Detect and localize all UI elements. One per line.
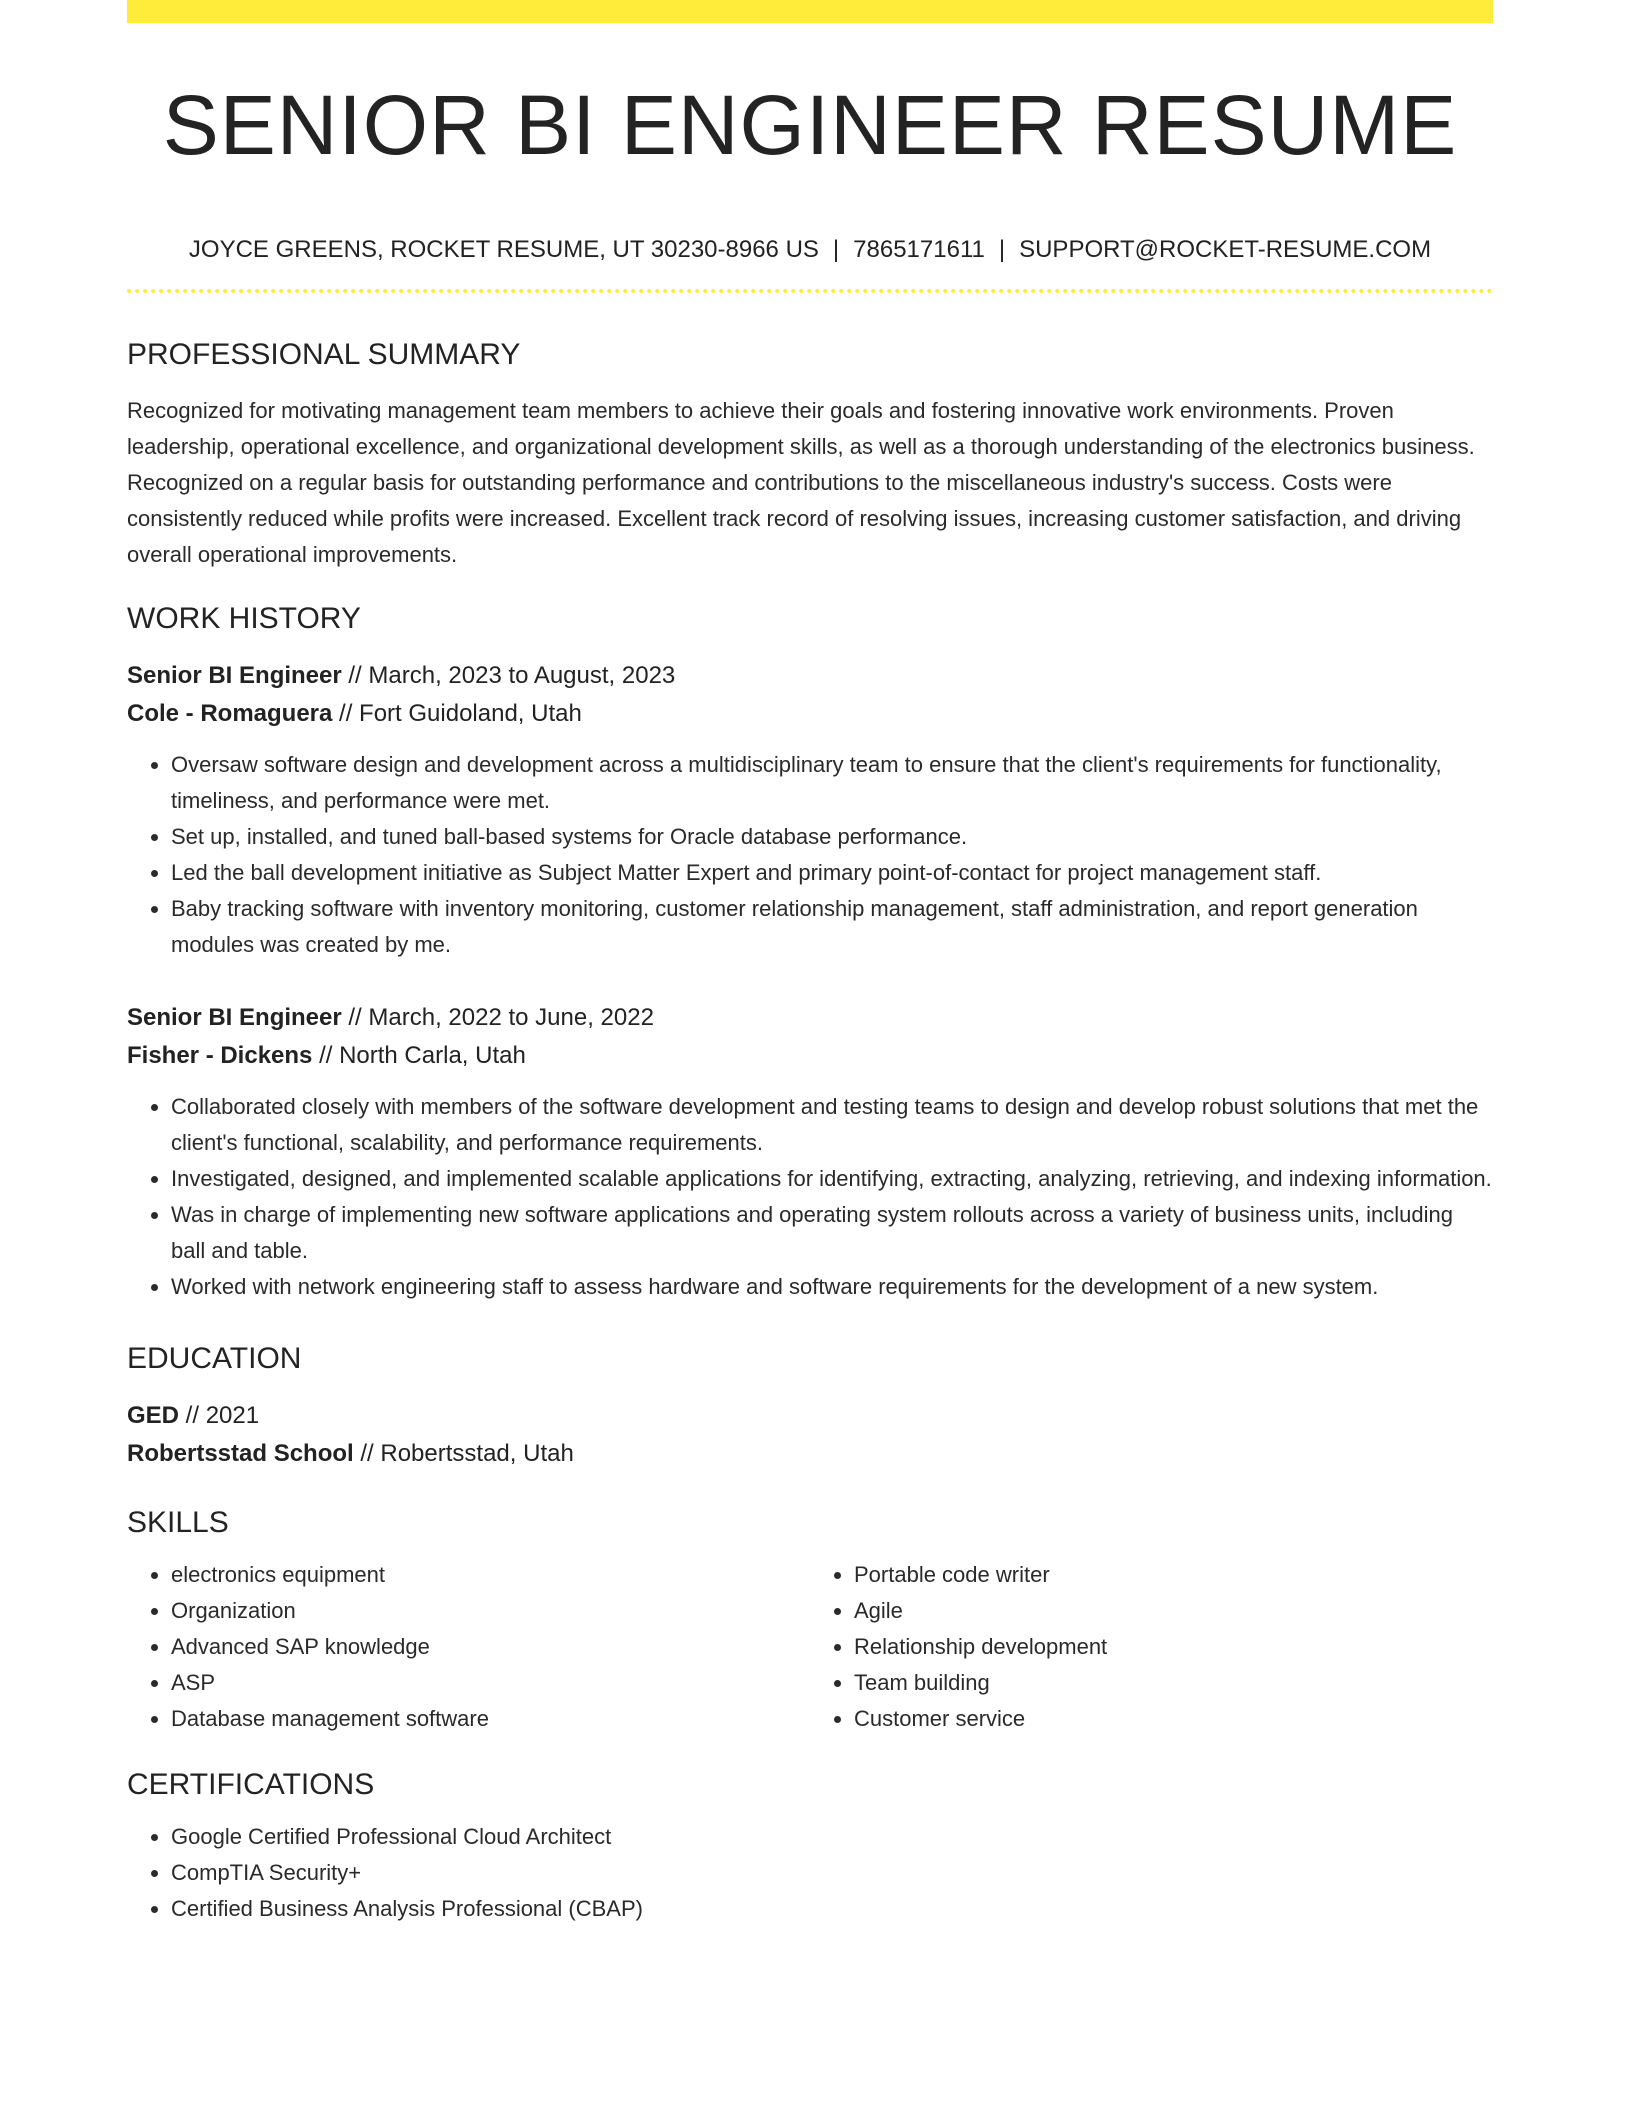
job-title-line bbox=[127, 657, 1493, 695]
job-bullet: • Oversaw software design and development across a multidisciplinary team to ensure that the client's requirements for functionality, timeliness, and performance were met. bbox=[171, 747, 1493, 819]
education-entry bbox=[127, 1397, 1493, 1473]
job-bullet: • Was in charge of implementing new software applications and operating system rollouts across a variety of business units, including ball and table. bbox=[171, 1197, 1493, 1269]
skills-heading: SKILLS bbox=[127, 1506, 229, 1539]
certifications-list-wrap bbox=[127, 1819, 1493, 1927]
contact-address: JOYCE GREENS, ROCKET RESUME, UT 30230-8966 US bbox=[188, 236, 819, 263]
job-bullet: • Set up, installed, and tuned ball-based systems for Oracle database performance. bbox=[171, 819, 1493, 855]
certification-item: • CompTIA Security+ bbox=[171, 1855, 1493, 1891]
job-title-line bbox=[127, 999, 1493, 1037]
accent-top-bar bbox=[127, 0, 1493, 23]
job-entry bbox=[127, 999, 1493, 1305]
job-bullet: • Baby tracking software with inventory monitoring, customer relationship management, staff administration, and report generation modules was created by me. bbox=[171, 891, 1493, 963]
skill-item: • Agile bbox=[854, 1593, 1493, 1629]
dotted-divider bbox=[127, 289, 1493, 293]
certifications-list bbox=[127, 1819, 1493, 1927]
resume-title: SENIOR BI ENGINEER RESUME bbox=[162, 78, 1458, 172]
skill-item: • Advanced SAP knowledge bbox=[171, 1629, 810, 1665]
job-title: Senior BI Engineer bbox=[127, 1004, 342, 1031]
contact-separator: | bbox=[832, 236, 840, 263]
certifications-heading: CERTIFICATIONS bbox=[127, 1768, 375, 1801]
job-bullet: • Worked with network engineering staff to assess hardware and software requirements for the development of a new system. bbox=[171, 1269, 1493, 1305]
summary-text: Recognized for motivating management team members to achieve their goals and fostering innovative work environments. Proven leadership, operational excellence, and organizational development skills, as well as a thorough understanding of the electronics business. Recognized on a regular basis for outstanding performance and contributions to the miscellaneous industry's success. Costs were consistently reduced while profits were increased. Excellent track record of resolving issues, increasing customer satisfaction, and driving overall operational improvements. bbox=[127, 398, 1475, 567]
skills-right-list bbox=[810, 1557, 1493, 1737]
job-company: Cole - Romaguera bbox=[127, 700, 333, 727]
job-bullet: • Led the ball development initiative as Subject Matter Expert and primary point-of-contact for project management staff. bbox=[171, 855, 1493, 891]
job-bullet: • Collaborated closely with members of the software development and testing teams to design and develop robust solutions that met the client's functional, scalability, and performance requirements. bbox=[171, 1089, 1493, 1161]
job-bullets bbox=[127, 747, 1493, 963]
education-degree-line bbox=[127, 1397, 1493, 1435]
job-company: Fisher - Dickens bbox=[127, 1042, 313, 1069]
job-bullets bbox=[127, 1089, 1493, 1305]
job-location: // Fort Guidoland, Utah bbox=[332, 700, 582, 727]
contact-email[interactable]: SUPPORT@ROCKET-RESUME.COM bbox=[1019, 236, 1432, 263]
skill-item: • Team building bbox=[854, 1665, 1493, 1701]
education-school: Robertsstad School bbox=[127, 1440, 354, 1467]
job-title: Senior BI Engineer bbox=[127, 662, 342, 689]
contact-separator: | bbox=[998, 236, 1006, 263]
summary-heading: PROFESSIONAL SUMMARY bbox=[127, 338, 521, 371]
work-history-heading: WORK HISTORY bbox=[127, 602, 361, 635]
skill-item: • Relationship development bbox=[854, 1629, 1493, 1665]
contact-line bbox=[127, 235, 1493, 265]
skill-item: • Organization bbox=[171, 1593, 810, 1629]
certification-item: • Certified Business Analysis Professional (CBAP) bbox=[171, 1891, 1493, 1927]
certification-item: • Google Certified Professional Cloud Architect bbox=[171, 1819, 1493, 1855]
resume-page bbox=[127, 0, 1493, 1927]
education-location: // Robertsstad, Utah bbox=[353, 1440, 574, 1467]
skill-item: • ASP bbox=[171, 1665, 810, 1701]
job-entry bbox=[127, 657, 1493, 963]
job-company-line bbox=[127, 1037, 1493, 1075]
job-dates: // March, 2022 to June, 2022 bbox=[341, 1004, 654, 1031]
education-school-line bbox=[127, 1435, 1493, 1473]
job-bullet: • Investigated, designed, and implemented scalable applications for identifying, extracting, analyzing, retrieving, and indexing information. bbox=[171, 1161, 1493, 1197]
education-degree: GED bbox=[127, 1402, 180, 1429]
job-dates: // March, 2023 to August, 2023 bbox=[341, 662, 676, 689]
job-company-line bbox=[127, 695, 1493, 733]
skills-left-list bbox=[127, 1557, 810, 1737]
skill-item: • Database management software bbox=[171, 1701, 810, 1737]
skill-item: • electronics equipment bbox=[171, 1557, 810, 1593]
contact-phone[interactable]: 7865171611 bbox=[853, 236, 985, 263]
job-location: // North Carla, Utah bbox=[312, 1042, 526, 1069]
education-year: // 2021 bbox=[179, 1402, 260, 1429]
skills-columns bbox=[127, 1557, 1493, 1737]
skill-item: • Portable code writer bbox=[854, 1557, 1493, 1593]
skill-item: • Customer service bbox=[854, 1701, 1493, 1737]
education-heading: EDUCATION bbox=[127, 1342, 302, 1375]
